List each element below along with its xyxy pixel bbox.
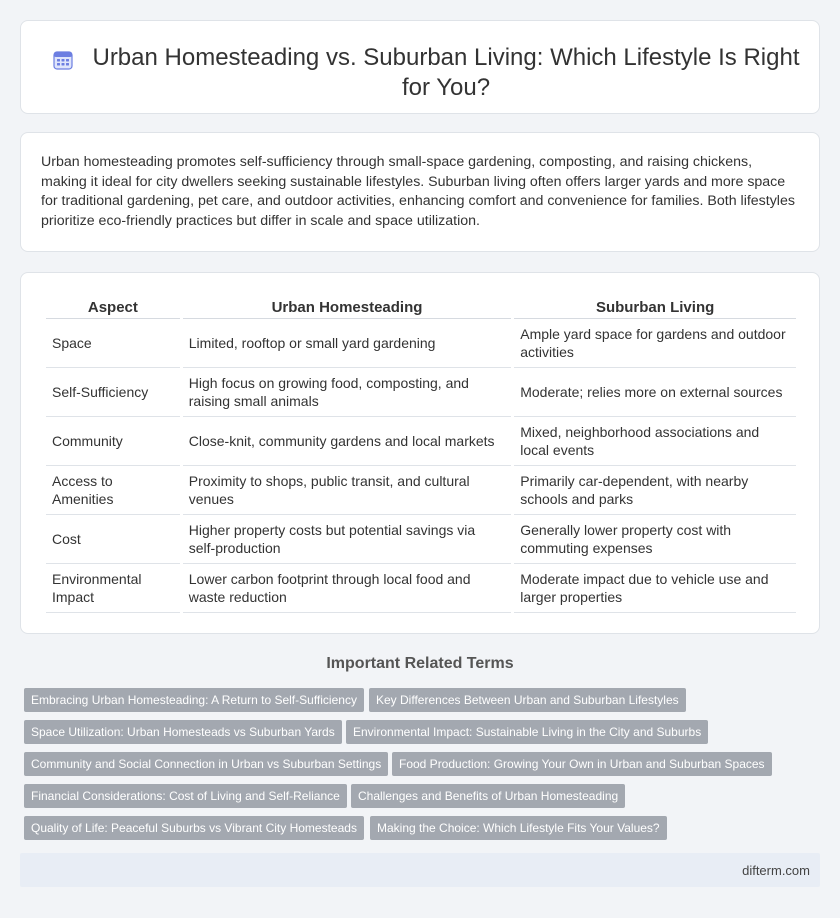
- cell-aspect: Space: [46, 319, 180, 368]
- cell-aspect: Self-Sufficiency: [46, 368, 180, 417]
- footer-site-link[interactable]: difterm.com: [742, 863, 810, 878]
- cell-suburban: Primarily car-dependent, with nearby schools and parks: [514, 466, 796, 515]
- cell-urban: Higher property costs but potential savings via self-production: [183, 515, 511, 564]
- related-terms-heading: Important Related Terms: [326, 655, 514, 672]
- related-term-link[interactable]: Community and Social Connection in Urban vs Suburban Settings: [24, 752, 388, 776]
- page-title: Urban Homesteading vs. Suburban Living: Which Lifestyle Is Right for You?: [92, 44, 800, 101]
- header-suburban: Suburban Living: [514, 297, 796, 319]
- header-aspect: Aspect: [46, 297, 180, 319]
- related-term-link[interactable]: Food Production: Growing Your Own in Urban and Suburban Spaces: [392, 752, 772, 776]
- cell-urban: Close-knit, community gardens and local markets: [183, 417, 511, 466]
- related-term-link[interactable]: Environmental Impact: Sustainable Living in the City and Suburbs: [346, 720, 708, 744]
- footer: [20, 853, 820, 887]
- cell-suburban: Moderate; relies more on external sources: [514, 368, 796, 417]
- cell-aspect: Environmental Impact: [46, 564, 180, 613]
- related-term-link[interactable]: Embracing Urban Homesteading: A Return to Self-Sufficiency: [24, 688, 364, 712]
- cell-urban: Proximity to shops, public transit, and cultural venues: [183, 466, 511, 515]
- cell-urban: High focus on growing food, composting, and raising small animals: [183, 368, 511, 417]
- cell-urban: Lower carbon footprint through local food and waste reduction: [183, 564, 511, 613]
- table-row: [46, 368, 796, 417]
- table-row: [46, 319, 796, 368]
- cell-suburban: Moderate impact due to vehicle use and larger properties: [514, 564, 796, 613]
- related-term-link[interactable]: Key Differences Between Urban and Suburban Lifestyles: [369, 688, 686, 712]
- cell-suburban: Ample yard space for gardens and outdoor activities: [514, 319, 796, 368]
- cell-urban: Limited, rooftop or small yard gardening: [183, 319, 511, 368]
- table-row: [46, 417, 796, 466]
- comparison-table-card: [20, 272, 820, 634]
- table-row: [46, 564, 796, 613]
- cell-aspect: Access to Amenities: [46, 466, 180, 515]
- table-header-row: [46, 297, 796, 319]
- cell-aspect: Community: [46, 417, 180, 466]
- table-row: [46, 515, 796, 564]
- cell-suburban: Mixed, neighborhood associations and local events: [514, 417, 796, 466]
- related-term-link[interactable]: Space Utilization: Urban Homesteads vs Suburban Yards: [24, 720, 342, 744]
- intro-paragraph: Urban homesteading promotes self-sufficiency through small-space gardening, composting, and raising chickens, making it ideal for city dwellers seeking sustainable lifestyles. Suburban living often offers larger yards and more space for traditional gardening, pet care, and outdoor activities, enhancing comfort and convenience for families. Both lifestyles prioritize eco-friendly practices but differ in scale and space utilization.: [41, 154, 795, 229]
- intro-card: [20, 132, 820, 252]
- related-term-link[interactable]: Making the Choice: Which Lifestyle Fits Your Values?: [370, 816, 667, 840]
- header-urban: Urban Homesteading: [183, 297, 511, 319]
- table-row: [46, 466, 796, 515]
- comparison-table: [43, 297, 799, 613]
- cell-suburban: Generally lower property cost with commuting expenses: [514, 515, 796, 564]
- related-term-link[interactable]: Quality of Life: Peaceful Suburbs vs Vibrant City Homesteads: [24, 816, 364, 840]
- related-terms-list: [24, 688, 824, 848]
- header-card: [20, 20, 820, 114]
- related-term-link[interactable]: Challenges and Benefits of Urban Homesteading: [351, 784, 625, 808]
- related-term-link[interactable]: Financial Considerations: Cost of Living and Self-Reliance: [24, 784, 347, 808]
- cell-aspect: Cost: [46, 515, 180, 564]
